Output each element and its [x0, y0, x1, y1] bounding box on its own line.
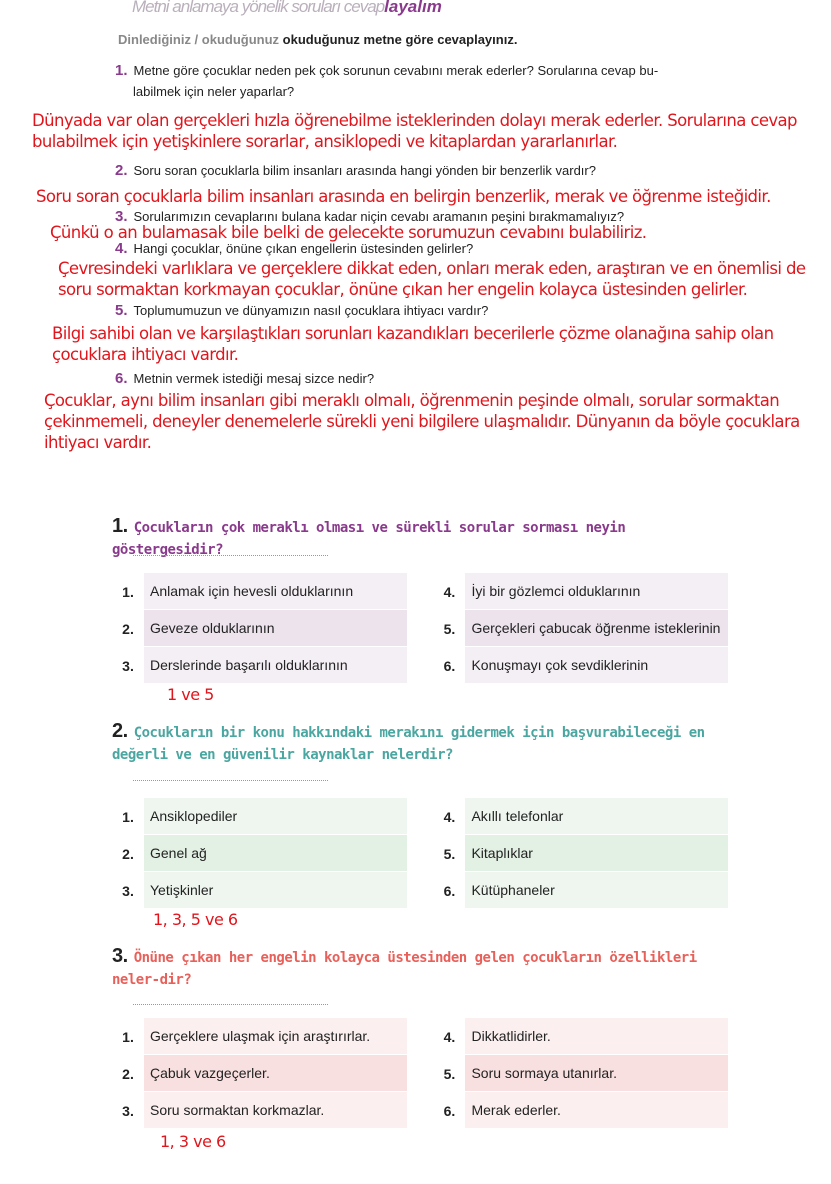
- option-text: Yetişkinler: [144, 872, 407, 909]
- instruction-text: okuduğunuz metne göre cevaplayınız.: [282, 32, 518, 47]
- answer-line: [133, 1004, 328, 1005]
- options-table-2: [112, 798, 728, 909]
- option-text: Konuşmayı çok sevdiklerinin: [465, 647, 728, 684]
- option-text: Anlamak için hevesli olduklarının: [144, 573, 407, 610]
- choice-answer-3: 1, 3 ve 6: [160, 1132, 226, 1151]
- option[interactable]: [112, 647, 407, 684]
- question-2: [115, 160, 596, 181]
- option-text: Geveze olduklarının: [144, 610, 407, 647]
- option[interactable]: [112, 610, 407, 647]
- option-text: Gerçeklere ulaşmak için araştırırlar.: [144, 1018, 407, 1055]
- answer-3: Çünkü o an bulamasak bile belki de gelecekte sorumuzun cevabını bulabiliriz.: [50, 223, 647, 242]
- choice-answer-1: 1 ve 5: [167, 685, 214, 704]
- question-5: [115, 300, 488, 321]
- option-num: 4.: [433, 1018, 465, 1055]
- option-num: 2.: [112, 835, 144, 872]
- answer-4: Çevresindeki varlıklara ve gerçeklere dikkat eden, onları merak eden, araştıran ve en önemlisi de soru sormaktan korkmayan çocuklar, önüne çıkan her engelin kolayca üstesinden gelirler.: [58, 259, 806, 299]
- option-text: Akıllı telefonlar: [465, 798, 728, 835]
- option[interactable]: [433, 573, 728, 610]
- answer-line: [133, 555, 328, 556]
- q-num: 3.: [115, 208, 128, 225]
- choice-question-2: [112, 720, 732, 766]
- choice-answer-2: 1, 3, 5 ve 6: [153, 910, 238, 929]
- section-title: [132, 0, 442, 17]
- q-num: 3.: [112, 945, 128, 967]
- title-faded: Metni anlamaya yönelik soruları cevap: [132, 0, 385, 16]
- q-num: 1.: [115, 62, 128, 79]
- option[interactable]: [433, 835, 728, 872]
- q-num: 2.: [112, 720, 128, 742]
- option[interactable]: [433, 1092, 728, 1129]
- option[interactable]: [112, 1018, 407, 1055]
- option-num: 4.: [433, 798, 465, 835]
- option[interactable]: [433, 647, 728, 684]
- option-num: 4.: [433, 573, 465, 610]
- option[interactable]: [433, 1018, 728, 1055]
- answer-1: Dünyada var olan gerçekleri hızla öğrenebilme isteklerinden dolayı merak ederler. Sorularına cevap bulabilmek için yetişkinlere sorarlar, ansiklopedi ve kitaplardan yararlanırlar.: [32, 111, 797, 151]
- question-1: [115, 60, 735, 102]
- option-num: 6.: [433, 1092, 465, 1129]
- options-table-1: [112, 573, 728, 684]
- q-num: 1.: [112, 515, 128, 537]
- choice-question-3: [112, 945, 732, 991]
- question-6: [115, 368, 374, 389]
- answer-6: Çocuklar, aynı bilim insanları gibi meraklı olmalı, öğrenmenin peşinde olmalı, sorular sormaktan çekinmemeli, deneyler denemelerle sürekli yeni bilgilere ulaşmalıdır. Dünyanın da böyle çocuklara ihtiyacı vardır.: [44, 391, 800, 452]
- option-num: 6.: [433, 647, 465, 684]
- q-text: Çocukların bir konu hakkındaki merakını gidermek için başvurabileceği en değerli ve en güvenilir kaynaklar nelerdir?: [112, 725, 705, 763]
- option-num: 3.: [112, 1092, 144, 1129]
- option-num: 5.: [433, 1055, 465, 1092]
- instruction-faded: Dinlediğiniz / okuduğunuz: [118, 32, 280, 47]
- option[interactable]: [433, 610, 728, 647]
- option-num: 1.: [112, 1018, 144, 1055]
- q-text: Hangi çocuklar, önüne çıkan engellerin üstesinden gelirler?: [133, 241, 474, 256]
- options-table-3: [112, 1018, 728, 1129]
- q-text: Çocukların çok meraklı olması ve sürekli sorular sorması neyin göstergesidir?: [112, 520, 626, 558]
- option-text: İyi bir gözlemci olduklarının: [465, 573, 728, 610]
- option-num: 2.: [112, 610, 144, 647]
- answer-2: Soru soran çocuklarla bilim insanları arasında en belirgin benzerlik, merak ve öğrenme isteğidir.: [36, 187, 771, 206]
- q-text: Sorularımızın cevaplarını bulana kadar niçin cevabı aramanın peşini bırakmamalıyız?: [133, 209, 625, 224]
- q-text: Soru soran çocuklarla bilim insanları arasında hangi yönden bir benzerlik vardır?: [133, 163, 596, 178]
- q-num: 6.: [115, 370, 128, 387]
- option[interactable]: [112, 835, 407, 872]
- q-text: Metnin vermek istediği mesaj sizce nedir?: [133, 371, 375, 386]
- option[interactable]: [433, 872, 728, 909]
- option-text: Kütüphaneler: [465, 872, 728, 909]
- option-num: 5.: [433, 610, 465, 647]
- option[interactable]: [112, 573, 407, 610]
- option-num: 3.: [112, 647, 144, 684]
- option-num: 6.: [433, 872, 465, 909]
- option-text: Soru sormaktan korkmazlar.: [144, 1092, 407, 1129]
- q-text-2: labilmek için neler yaparlar?: [133, 84, 295, 99]
- option-text: Genel ağ: [144, 835, 407, 872]
- q-text: Metne göre çocuklar neden pek çok sorunun cevabını merak ederler? Sorularına cevap bu-: [133, 63, 659, 78]
- option-num: 1.: [112, 798, 144, 835]
- option-text: Kitaplıklar: [465, 835, 728, 872]
- option-text: Gerçekleri çabucak öğrenme isteklerinin: [465, 610, 728, 647]
- answer-5: Bilgi sahibi olan ve karşılaştıkları sorunları kazandıkları becerilerle çözme olanağına sahip olan çocuklara ihtiyacı vardır.: [52, 324, 774, 364]
- option-text: Dikkatlidirler.: [465, 1018, 728, 1055]
- option[interactable]: [112, 1092, 407, 1129]
- option[interactable]: [433, 798, 728, 835]
- option-text: Merak ederler.: [465, 1092, 728, 1129]
- option-num: 5.: [433, 835, 465, 872]
- option[interactable]: [112, 1055, 407, 1092]
- option[interactable]: [433, 1055, 728, 1092]
- title-text: layalım: [384, 0, 442, 16]
- q-text: Toplumumuzun ve dünyamızın nasıl çocuklara ihtiyacı vardır?: [133, 303, 489, 318]
- q-num: 2.: [115, 162, 128, 179]
- q-num: 4.: [115, 240, 128, 257]
- option-text: Soru sormaya utanırlar.: [465, 1055, 728, 1092]
- option-text: Çabuk vazgeçerler.: [144, 1055, 407, 1092]
- q-text: Önüne çıkan her engelin kolayca üstesinden gelen çocukların özellikleri neler-dir?: [112, 950, 697, 988]
- option-text: Ansiklopediler: [144, 798, 407, 835]
- answer-line: [133, 780, 328, 781]
- option-num: 3.: [112, 872, 144, 909]
- option[interactable]: [112, 798, 407, 835]
- option-num: 1.: [112, 573, 144, 610]
- option[interactable]: [112, 872, 407, 909]
- q-num: 5.: [115, 302, 128, 319]
- option-num: 2.: [112, 1055, 144, 1092]
- option-text: Derslerinde başarılı olduklarının: [144, 647, 407, 684]
- instruction: [118, 32, 517, 47]
- question-4: [115, 238, 473, 259]
